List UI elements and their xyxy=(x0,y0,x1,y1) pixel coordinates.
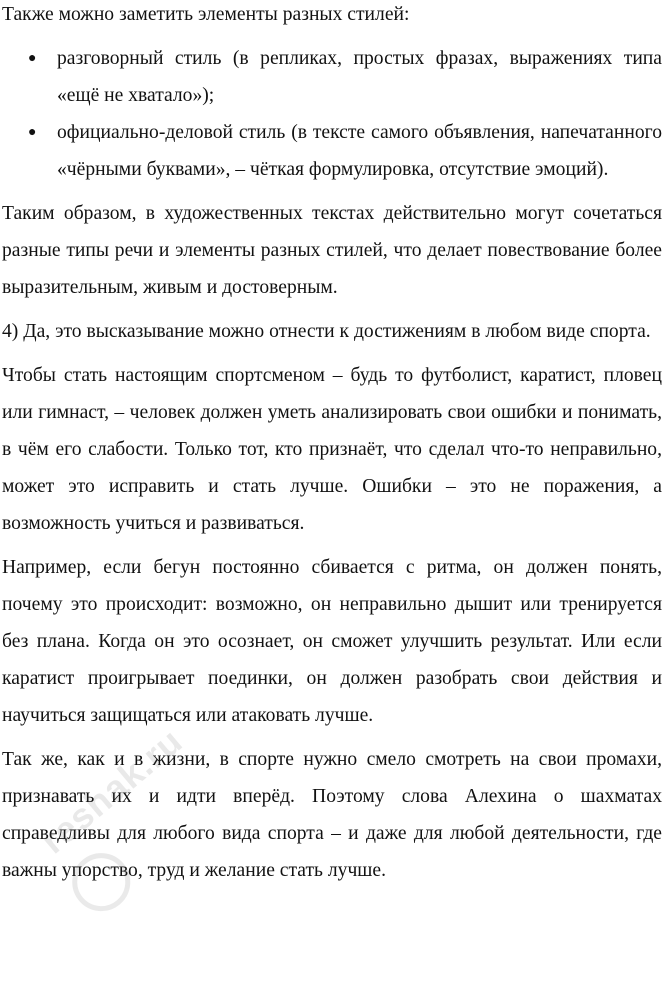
body-paragraph: Чтобы стать настоящим спортсменом – будь то футболист, каратист, пловец или гимнаст, – человек должен уметь анализировать свои ошибки и понимать, в чём его слабости. Только тот, кто признаёт, что сделал что-то неправильно, может это исправить и стать лучше. Ошибки – это не поражения, а возможность учиться и развиваться. xyxy=(2,365,662,534)
style-list xyxy=(2,40,662,188)
list-item xyxy=(28,40,662,114)
watermark-text: reshak.ru xyxy=(32,719,191,862)
body-paragraph: Так же, как и в жизни, в спорте нужно смело смотреть на свои промахи, признавать их и идти вперёд. Поэтому слова Алехина о шахматах справедливы для любого вида спорта – и даже для любой деятельности, где важны упорство, труд и желание стать лучше. xyxy=(2,749,662,881)
conclusion-paragraph: Таким образом, в художественных текстах действительно могут сочетаться разные типы речи и элементы разных стилей, что делает повествование более выразительным, живым и достоверным. xyxy=(2,203,662,298)
answer-paragraph: 4) Да, это высказывание можно отнести к достижениям в любом виде спорта. xyxy=(2,321,651,342)
bullet-icon: ● xyxy=(28,125,37,140)
document-body xyxy=(2,0,662,896)
body-paragraph: Например, если бегун постоянно сбивается с ритма, он должен понять, почему это происходит: возможно, он неправильно дышит или тренируется без плана. Когда он это осознает, он сможет улучшить результат. Или если каратист проигрывает поединки, он должен разобрать свои действия и научиться защищаться или атаковать лучше. xyxy=(2,557,662,726)
list-item-text: официально-деловой стиль (в тексте самого объявления, напечатанного «чёрными буквами», – чёткая формулировка, отсутствие эмоций). xyxy=(57,122,662,180)
list-item xyxy=(28,114,662,188)
intro-paragraph: Также можно заметить элементы разных стилей: xyxy=(2,4,410,25)
list-item-text: разговорный стиль (в репликах, простых фразах, выражениях типа «ещё не хватало»); xyxy=(57,48,662,106)
bullet-icon: ● xyxy=(28,51,37,66)
